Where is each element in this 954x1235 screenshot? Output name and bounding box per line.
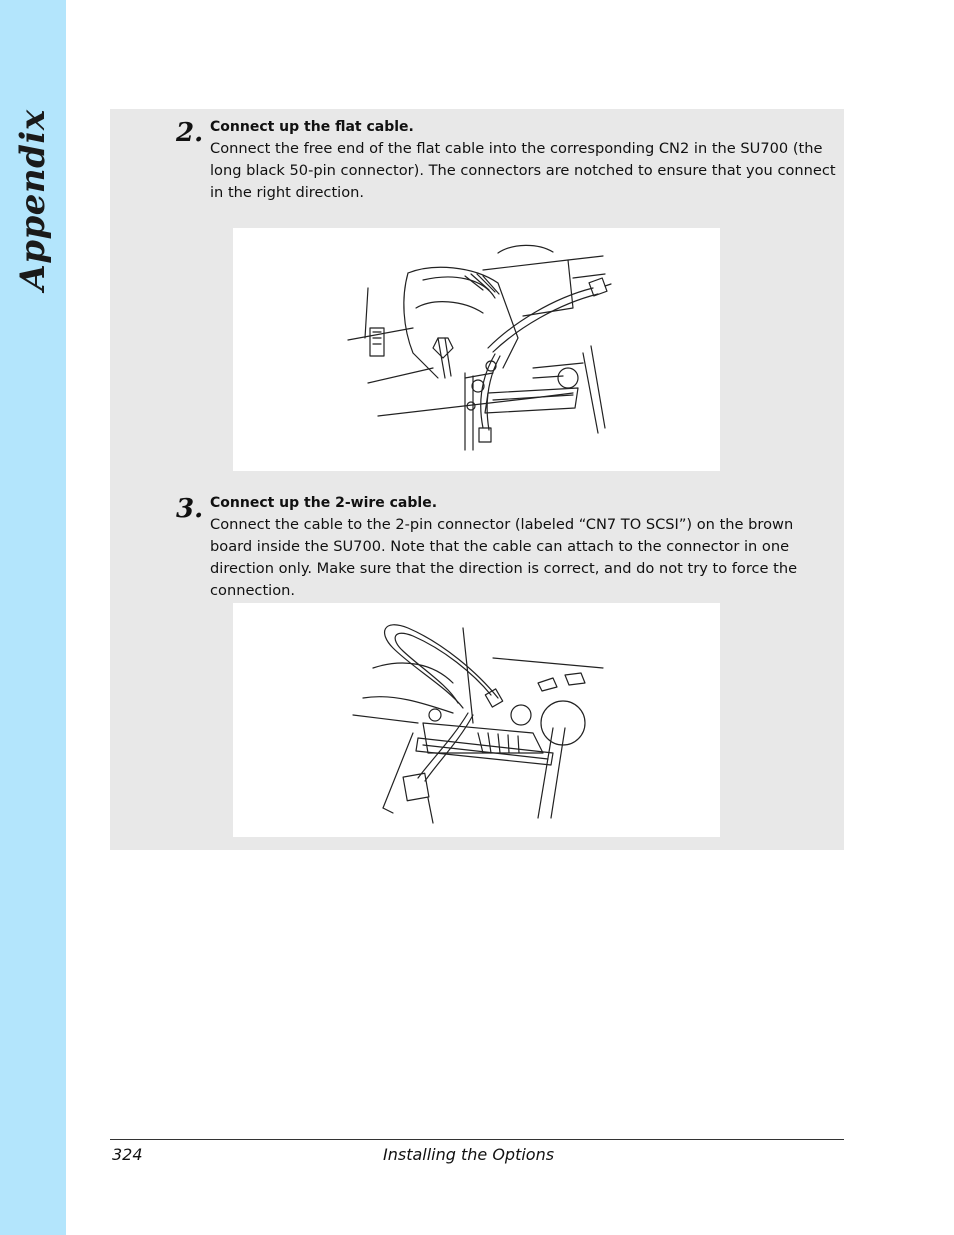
step-heading: Connect up the 2-wire cable. (210, 495, 438, 511)
two-wire-cable-connection-illustration-icon (233, 603, 720, 837)
step-number: 3. (176, 494, 204, 524)
section-title: Appendix (13, 109, 53, 291)
step-number: 2. (176, 118, 204, 148)
two-wire-cable-figure (233, 603, 720, 837)
instruction-panel (110, 109, 844, 850)
chapter-title: Installing the Options (383, 1145, 555, 1164)
step-body (210, 492, 838, 602)
step-heading: Connect up the flat cable. (210, 119, 414, 135)
step-text: Connect the cable to the 2-pin connector (labeled “CN7 TO SCSI”) on the brown board inside the SU700. Note that the cable can attach to the connector in one direction only. Make sure that the direction is correct, and do not try to force the connection. (210, 516, 798, 599)
section-side-tab (0, 0, 66, 1235)
flat-cable-connection-illustration-icon (233, 228, 720, 471)
footer-rule (110, 1139, 844, 1140)
page-number: 324 (112, 1145, 143, 1164)
step-body (210, 116, 838, 204)
flat-cable-figure (233, 228, 720, 471)
step-text: Connect the free end of the flat cable into the corresponding CN2 in the SU700 (the long black 50-pin connector). The connectors are notched to ensure that you connect in the right direction. (210, 140, 836, 201)
